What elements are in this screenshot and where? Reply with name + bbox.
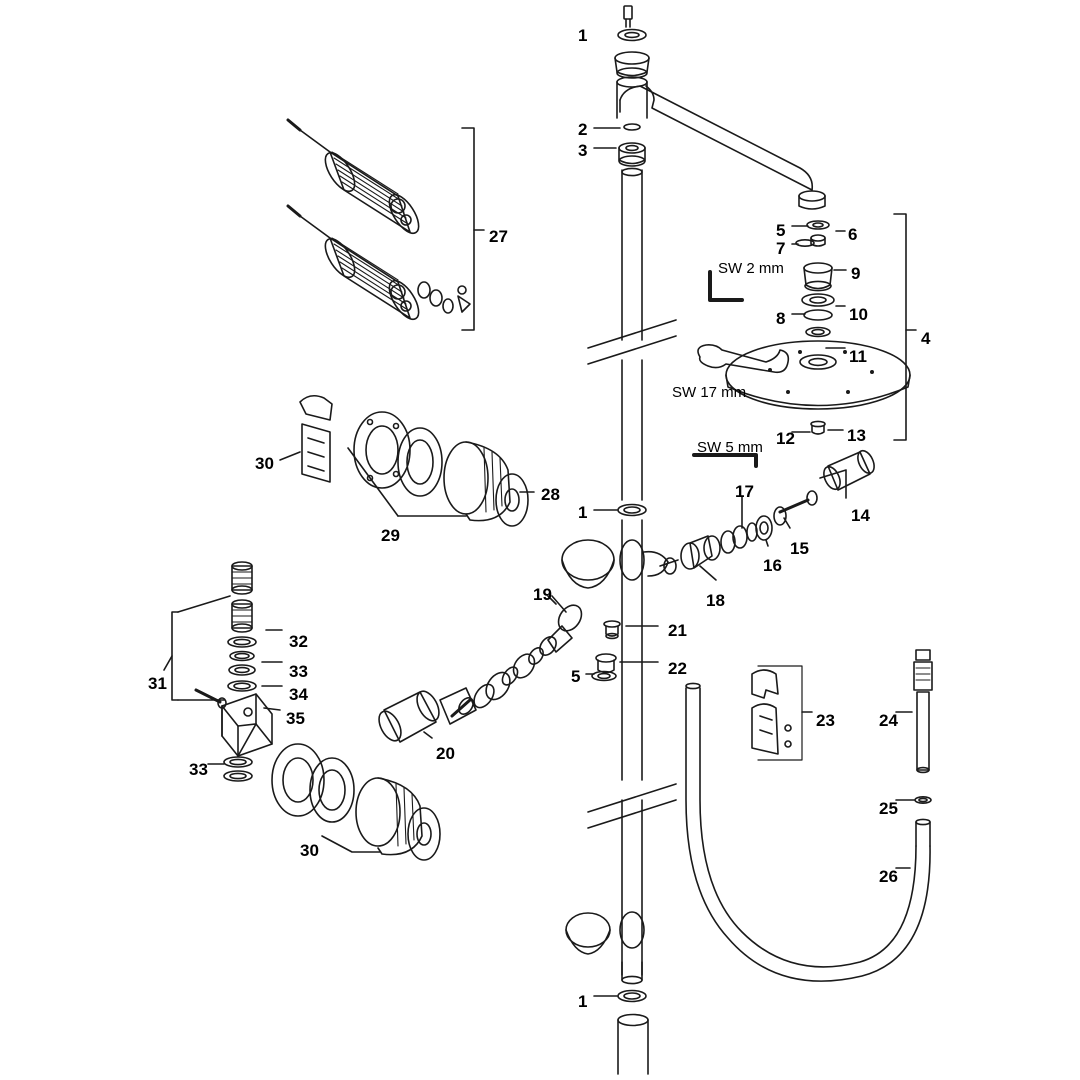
callout-14: 14	[851, 506, 870, 525]
callout-5-top: 5	[776, 221, 786, 240]
callout-35: 35	[286, 709, 305, 728]
riser-lower-union	[566, 912, 644, 975]
callout-31: 31	[148, 674, 167, 693]
part-1-bottom	[594, 991, 648, 1075]
callout-12: 12	[776, 429, 795, 448]
callout-9: 9	[851, 264, 861, 283]
part-27-handles	[288, 120, 484, 330]
part-30-lower-rosette	[272, 744, 440, 860]
shower-head-assembly	[726, 214, 916, 440]
open-end-wrench-17mm	[698, 345, 788, 372]
callout-1-middle: 1	[578, 503, 588, 522]
callout-7: 7	[776, 239, 786, 258]
callout-2: 2	[578, 120, 588, 139]
callout-22: 22	[668, 659, 687, 678]
callout-19: 19	[533, 585, 552, 604]
part-31-35-valve-block	[164, 562, 282, 781]
callout-6: 6	[848, 225, 858, 244]
callout-16: 16	[763, 556, 782, 575]
callout-8: 8	[776, 309, 786, 328]
tool-label-sw17mm: SW 17 mm	[672, 384, 747, 401]
callout-27: 27	[489, 227, 508, 246]
callout-23: 23	[816, 711, 835, 730]
part-29-rosette-upper	[348, 412, 534, 526]
tool-label-sw2mm: SW 2 mm	[718, 260, 784, 277]
callout-30-upper: 30	[255, 454, 274, 473]
callout-33-lower: 33	[189, 760, 208, 779]
part-30-upper-clip	[280, 396, 332, 482]
callout-30-lower: 30	[300, 841, 319, 860]
callout-15: 15	[790, 539, 809, 558]
allen-key-5mm	[694, 455, 756, 466]
callout-25: 25	[879, 799, 898, 818]
callout-10: 10	[849, 305, 868, 324]
callout-5-middle: 5	[571, 667, 581, 686]
tool-label-sw5mm: SW 5 mm	[697, 439, 763, 456]
part-24-handshower	[896, 650, 932, 772]
callout-28: 28	[541, 485, 560, 504]
part-23-holder	[752, 666, 812, 760]
main-riser-pipe	[588, 168, 676, 983]
callout-29: 29	[381, 526, 400, 545]
riser-wall-union	[562, 540, 676, 588]
callout-11: 11	[849, 347, 867, 366]
part-1-middle	[594, 505, 646, 516]
callout-24: 24	[879, 711, 898, 730]
callout-26: 26	[879, 867, 898, 886]
shower-arm	[620, 86, 825, 209]
callout-21: 21	[668, 621, 687, 640]
callout-32: 32	[289, 632, 308, 651]
callout-33-upper: 33	[289, 662, 308, 681]
part-19-20-assembly	[375, 596, 587, 744]
callout-3: 3	[578, 141, 588, 160]
callout-34: 34	[289, 685, 308, 704]
part-2-3	[594, 124, 645, 166]
callout-18: 18	[706, 591, 725, 610]
callout-4: 4	[921, 329, 931, 348]
callout-17: 17	[735, 482, 754, 501]
callout-20: 20	[436, 744, 455, 763]
callout-13: 13	[847, 426, 866, 445]
callout-1-bottom: 1	[578, 992, 588, 1011]
callout-1-top: 1	[578, 26, 588, 45]
part-25-gasket	[896, 797, 931, 803]
